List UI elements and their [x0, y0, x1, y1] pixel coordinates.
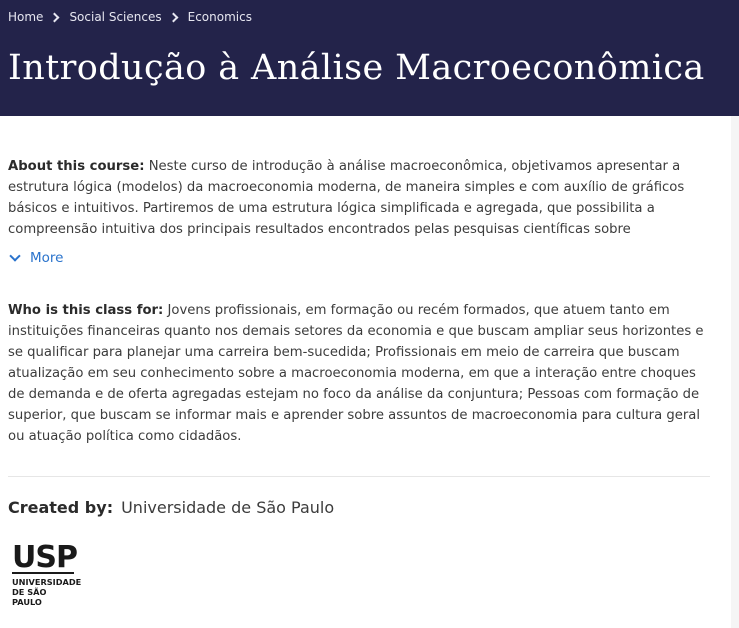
breadcrumb-social-sciences[interactable]: Social Sciences — [69, 10, 162, 24]
usp-logo-line2: DE SÃO PAULO — [12, 587, 47, 607]
section-divider — [8, 476, 710, 477]
usp-logo-line1: UNIVERSIDADE — [12, 577, 82, 587]
chevron-right-icon — [168, 12, 178, 22]
breadcrumb — [8, 10, 252, 24]
audience-text: Jovens profissionais, em formação ou recém formados, que atuem tanto em instituições financeiras quanto nos demais setores da economia e que buscam ampliar seus horizontes e se qualificar para planejar uma carreira bem-sucedida; Profissionais em meio de carreira que buscam atualização em seu conhecimento sobre a macroeconomia moderna, em que a interação entre choques de demanda e de oferta agregadas estejam no foco da análise da conjuntura; Pessoas com formação de superior, que buscam se informar mais e aprender sobre assuntos de macroeconomia para cultura geral ou atuação política como cidadãos. — [8, 303, 704, 444]
about-label: About this course: — [8, 159, 145, 174]
breadcrumb-home[interactable]: Home — [8, 10, 44, 24]
audience-label: Who is this class for: — [8, 303, 164, 318]
created-by-value[interactable]: Universidade de São Paulo — [121, 498, 335, 517]
page-title: Introdução à Análise Macroeconômica — [8, 48, 705, 88]
usp-logo[interactable] — [12, 540, 82, 607]
usp-logo-text — [12, 577, 82, 607]
usp-logo-mark: USP — [12, 540, 77, 575]
course-header — [0, 0, 739, 116]
chevron-down-icon — [9, 250, 20, 261]
created-by-label: Created by: — [8, 498, 114, 517]
audience-section — [8, 300, 713, 447]
created-by — [8, 498, 334, 517]
more-label: More — [30, 250, 64, 266]
about-section — [8, 156, 713, 240]
about-text: Neste curso de introdução à análise macroeconômica, objetivamos apresentar a estrutura lógica (modelos) da macroeconomia moderna, de maneira simples e com auxílio de gráficos básicos e intuitivos. Partiremos de uma estrutura lógica simplificada e agregada, que possibilita a compreensão intuitiva dos principais resultados encontrados pelas pesquisas científicas sobre — [8, 159, 685, 237]
more-toggle[interactable] — [8, 250, 63, 266]
chevron-right-icon — [50, 12, 60, 22]
course-description — [0, 116, 731, 628]
breadcrumb-economics[interactable]: Economics — [187, 10, 252, 24]
